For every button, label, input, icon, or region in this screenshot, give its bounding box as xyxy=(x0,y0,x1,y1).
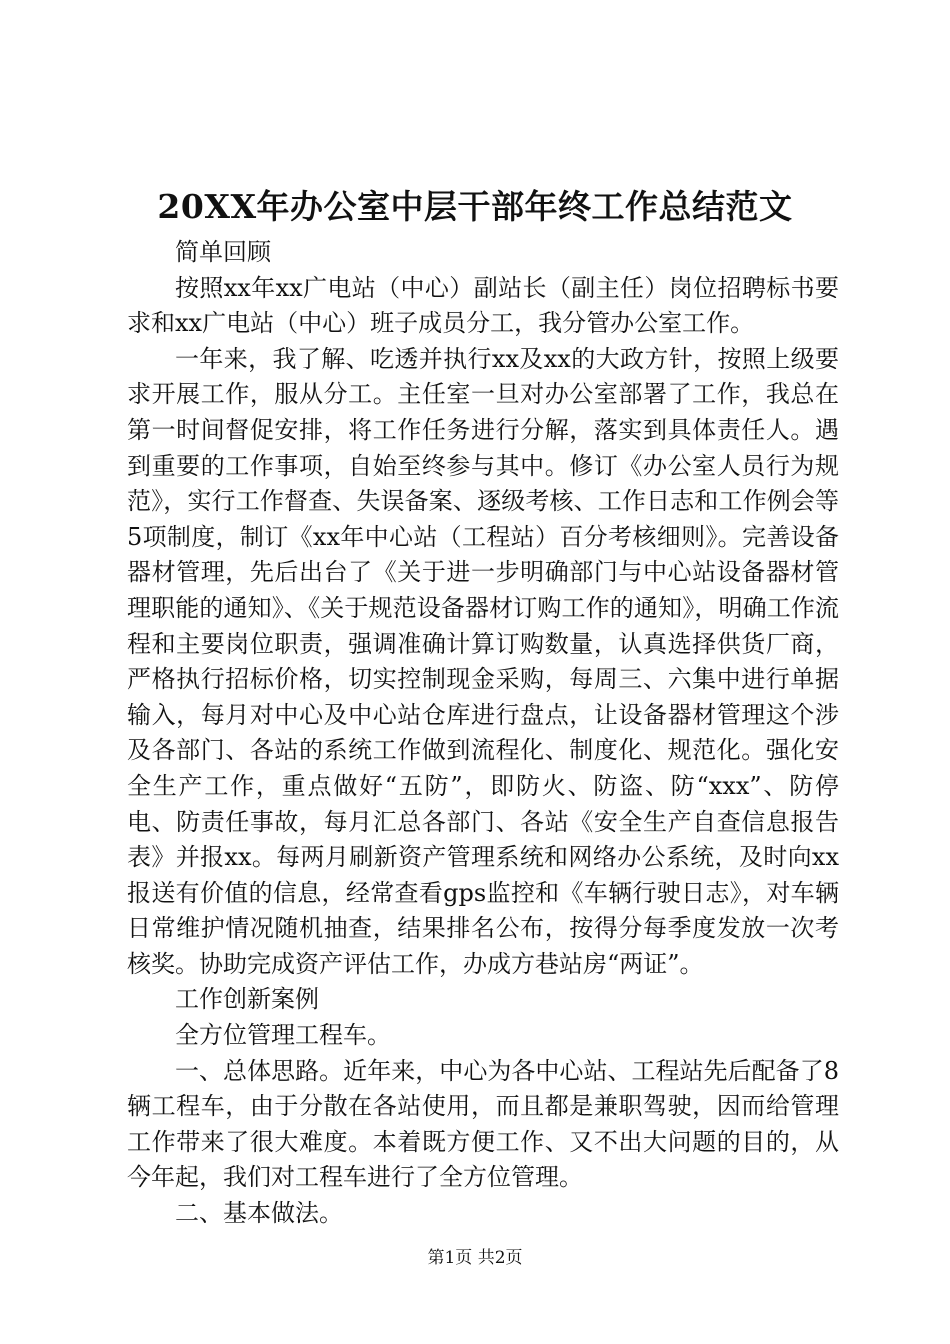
document-body xyxy=(127,235,839,1232)
paragraph-general-approach: 一、总体思路。近年来，中心为各中心站、工程站先后配备了8辆工程车，由于分散在各站使用，而且都是兼职驾驶，因而给管理工作带来了很大难度。本着既方便工作、又不出大问题的目的，从今年起，我们对工程车进行了全方位管理。 xyxy=(127,1056,839,1192)
paragraph-annual-work: 一年来，我了解、吃透并执行xx及xx的大政方针，按照上级要求开展工作，服从分工。主任室一旦对办公室部署了工作，我总在第一时间督促安排，将工作任务进行分解，落实到具体责任人。遇到重要的工作事项，自始至终参与其中。修订《办公室人员行为规范》，实行工作督查、失误备案、逐级考核、工作日志和工作例会等5项制度，制订《xx年中心站（工程站）百分考核细则》。完善设备器材管理，先后出台了《关于进一步明确部门与中心站设备器材管理职能的通知》、《关于规范设备器材订购工作的通知》，明确工作流程和主要岗位职责，强调准确计算订购数量，认真选择供货厂商，严格执行招标价格，切实控制现金采购，每周三、六集中进行单据输入，每月对中心及中心站仓库进行盘点，让设备器材管理这个涉及各部门、各站的系统工作做到流程化、制度化、规范化。强化安全生产工作，重点做好“五防”，即防火、防盗、防“xxx”、防停电、防责任事故，每月汇总各部门、各站《安全生产自查信息报告表》并报xx。每两月刷新资产管理系统和网络办公系统，及时向xx报送有价值的信息，经常查看gps监控和《车辆行驶日志》，对车辆日常维护情况随机抽查，结果排名公布，按得分每季度发放一次考核奖。协助完成资产评估工作，办成方巷站房“两证”。 xyxy=(127,344,839,978)
section-heading-review: 简单回顾 xyxy=(175,238,271,266)
paragraph-vehicle-management: 全方位管理工程车。 xyxy=(175,1021,391,1050)
page-footer: 第1页 共2页 xyxy=(427,1248,523,1268)
section-heading-innovation: 工作创新案例 xyxy=(175,985,319,1014)
document-title: 20XX年办公室中层干部年终工作总结范文 xyxy=(157,187,793,226)
paragraph-basic-methods: 二、基本做法。 xyxy=(175,1199,343,1228)
paragraph-assignment: 按照xx年xx广电站（中心）副站长（副主任）岗位招聘标书要求和xx广电站（中心）班子成员分工，我分管办公室工作。 xyxy=(127,273,839,338)
